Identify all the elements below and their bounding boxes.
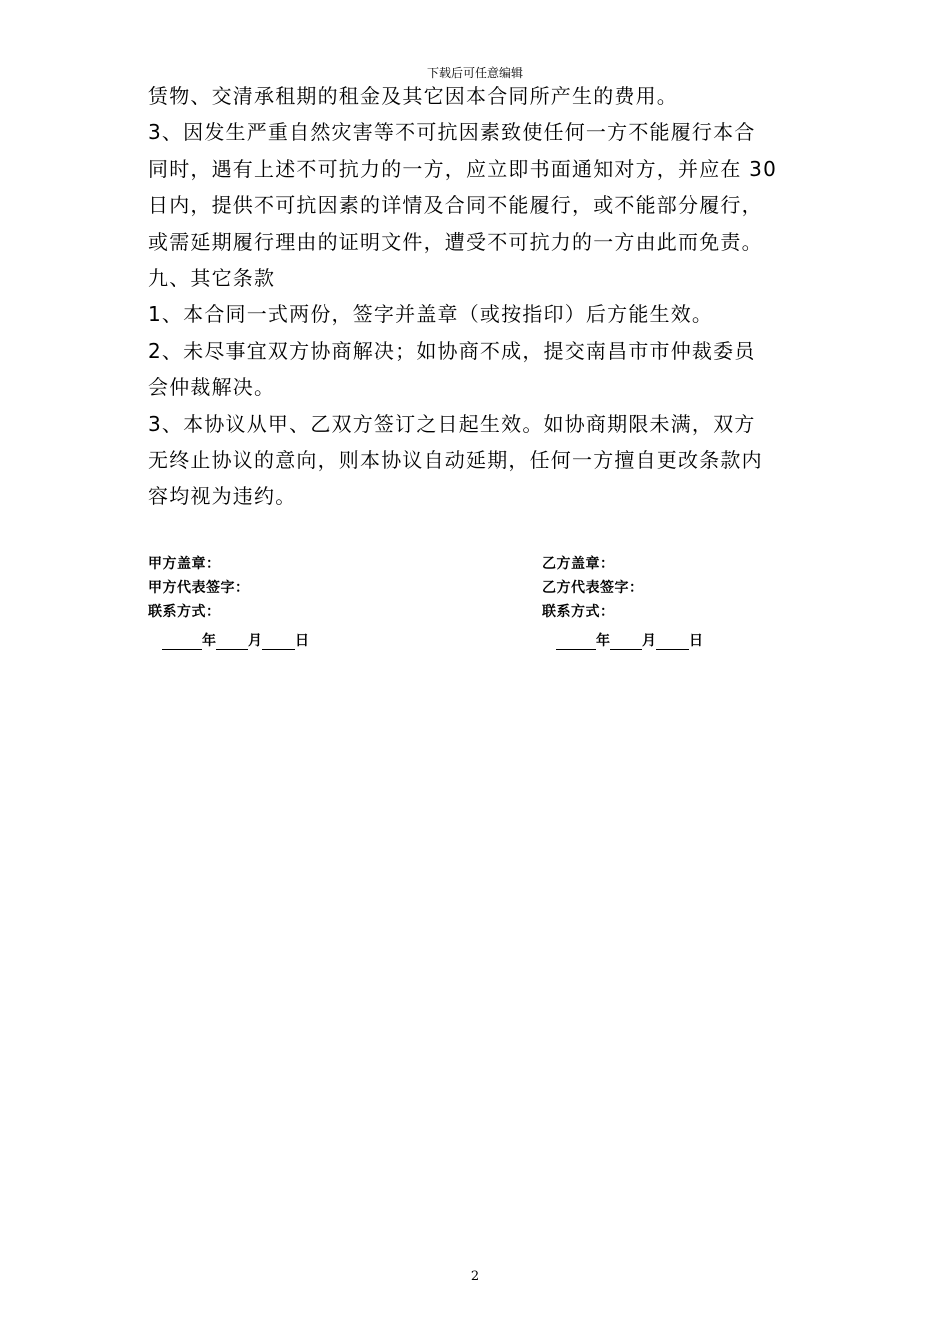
party-a-contact-label: 联系方式： [148, 604, 221, 620]
party-b-signature-block [542, 552, 703, 650]
day-label: 日 [689, 633, 703, 649]
party-a-signature-block [148, 552, 309, 650]
party-b-seal-label: 乙方盖章： [542, 556, 615, 572]
page-number: 2 [470, 1269, 480, 1284]
month-label: 月 [642, 633, 656, 649]
contract-body [148, 78, 808, 515]
body-line: 会仲裁解决。 [148, 375, 276, 400]
party-b-contact-label: 联系方式： [542, 604, 615, 620]
body-line: 1、本合同一式两份，签字并盖章（或按指印）后方能生效。 [148, 302, 714, 327]
party-b-date-line [542, 630, 703, 650]
body-line: 同时，遇有上述不可抗力的一方，应立即书面通知对方，并应在 30 [148, 156, 778, 181]
day-blank [262, 635, 295, 650]
body-line: 无终止协议的意向，则本协议自动延期，任何一方擅自更改条款内 [148, 447, 763, 472]
year-label: 年 [202, 633, 216, 649]
party-b-representative-label: 乙方代表签字： [542, 580, 644, 596]
body-line: 3、因发生严重自然灾害等不可抗因素致使任何一方不能履行本合 [148, 120, 756, 145]
year-blank [162, 635, 202, 650]
body-line: 赁物、交清承租期的租金及其它因本合同所产生的费用。 [148, 84, 678, 108]
year-blank [556, 635, 596, 650]
party-a-representative-label: 甲方代表签字： [148, 580, 250, 596]
year-label: 年 [596, 633, 610, 649]
header-note: 下载后可任意编辑 [426, 66, 523, 80]
party-a-seal-label: 甲方盖章： [148, 556, 221, 572]
month-label: 月 [248, 633, 262, 649]
month-blank [610, 635, 642, 650]
body-line: 日内，提供不可抗因素的详情及合同不能履行，或不能部分履行， [148, 193, 763, 218]
body-line: 3、本协议从甲、乙双方签订之日起生效。如协商期限未满，双方 [148, 411, 756, 436]
body-line: 2、未尽事宜双方协商解决；如协商不成，提交南昌市市仲裁委员 [148, 338, 756, 363]
body-line: 容均视为违约。 [148, 484, 297, 509]
party-a-date-line [148, 630, 309, 650]
body-line: 或需延期履行理由的证明文件，遭受不可抗力的一方由此而免责。 [148, 229, 763, 254]
month-blank [216, 635, 248, 650]
day-blank [656, 635, 689, 650]
section-heading: 九、其它条款 [148, 265, 276, 290]
day-label: 日 [295, 633, 309, 649]
